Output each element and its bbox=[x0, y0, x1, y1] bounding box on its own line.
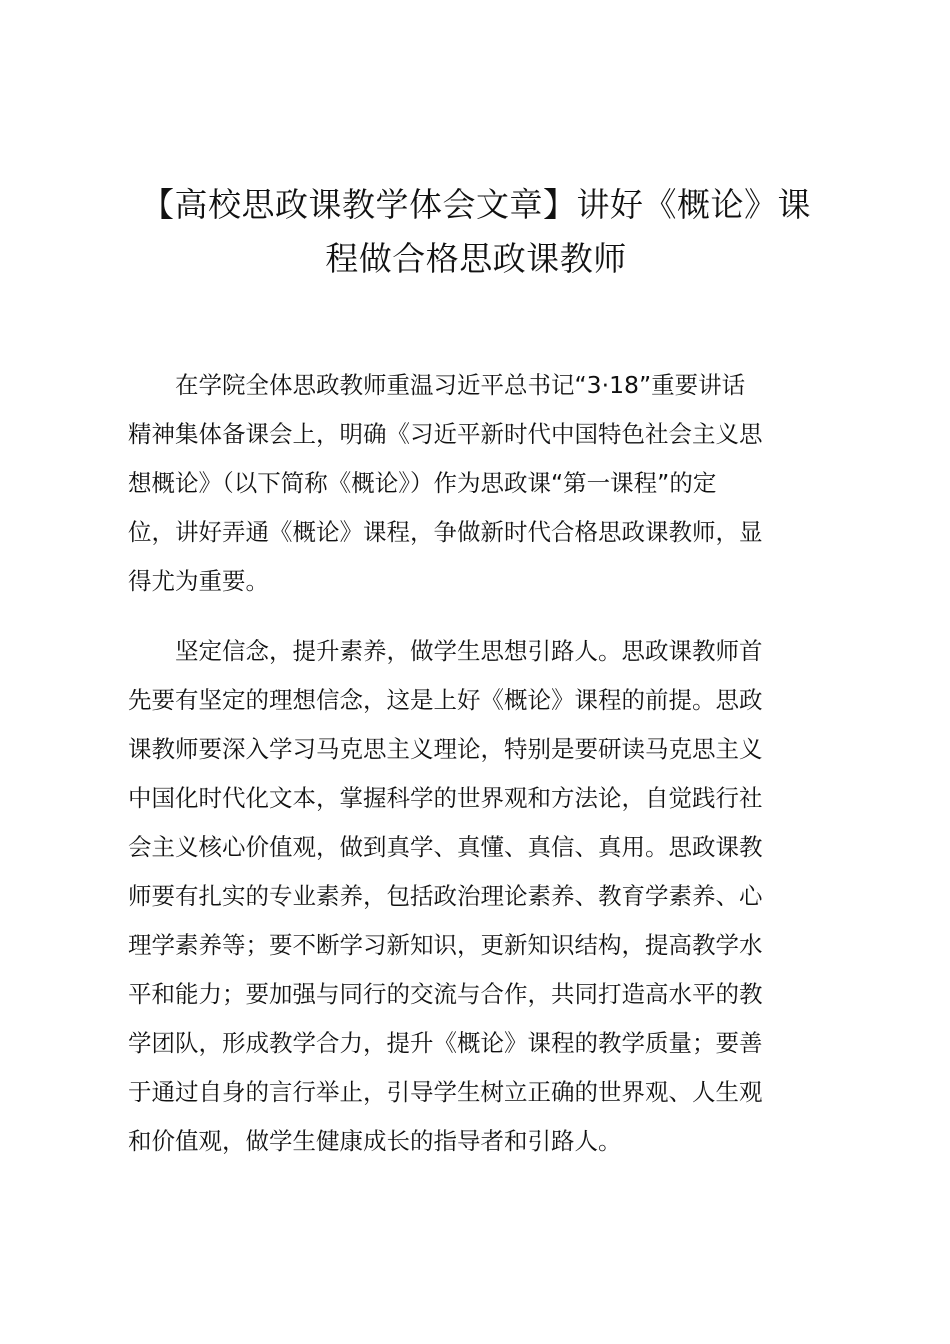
paragraph-1 bbox=[128, 361, 832, 606]
paragraph-line: 课教师要深入学习马克思主义理论，特别是要研读马克思主义 bbox=[128, 735, 763, 763]
paragraph-line: 想概论》（以下简称《概论》）作为思政课“第一课程”的定 bbox=[128, 469, 717, 497]
title-line: 【高校思政课教学体会文章】讲好《概论》课 bbox=[141, 185, 811, 224]
paragraph-line: 在学院全体思政教师重温习近平总书记“3·18”重要讲话 bbox=[175, 371, 746, 399]
paragraph-line: 精神集体备课会上，明确《习近平新时代中国特色社会主义思 bbox=[128, 420, 763, 448]
paragraph-line: 中国化时代化文本，掌握科学的世界观和方法论，自觉践行社 bbox=[128, 784, 763, 812]
paragraph-line: 理学素养等；要不断学习新知识，更新知识结构，提高教学水 bbox=[128, 931, 763, 959]
document-title bbox=[120, 178, 832, 286]
paragraph-line: 坚定信念，提升素养，做学生思想引路人。思政课教师首 bbox=[175, 637, 763, 665]
paragraph-2 bbox=[128, 627, 832, 1166]
paragraph-line: 得尤为重要。 bbox=[128, 567, 269, 595]
paragraph-line: 学团队，形成教学合力，提升《概论》课程的教学质量；要善 bbox=[128, 1029, 763, 1057]
paragraph-line: 和价值观，做学生健康成长的指导者和引路人。 bbox=[128, 1127, 622, 1155]
paragraph-line: 会主义核心价值观，做到真学、真懂、真信、真用。思政课教 bbox=[128, 833, 763, 861]
paragraph-line: 先要有坚定的理想信念，这是上好《概论》课程的前提。思政 bbox=[128, 686, 763, 714]
paragraph-line: 师要有扎实的专业素养，包括政治理论素养、教育学素养、心 bbox=[128, 882, 763, 910]
paragraph-line: 位，讲好弄通《概论》课程，争做新时代合格思政课教师，显 bbox=[128, 518, 763, 546]
title-line: 程做合格思政课教师 bbox=[325, 239, 627, 278]
paragraph-line: 于通过自身的言行举止，引导学生树立正确的世界观、人生观 bbox=[128, 1078, 763, 1106]
paragraph-line: 平和能力；要加强与同行的交流与合作，共同打造高水平的教 bbox=[128, 980, 763, 1008]
